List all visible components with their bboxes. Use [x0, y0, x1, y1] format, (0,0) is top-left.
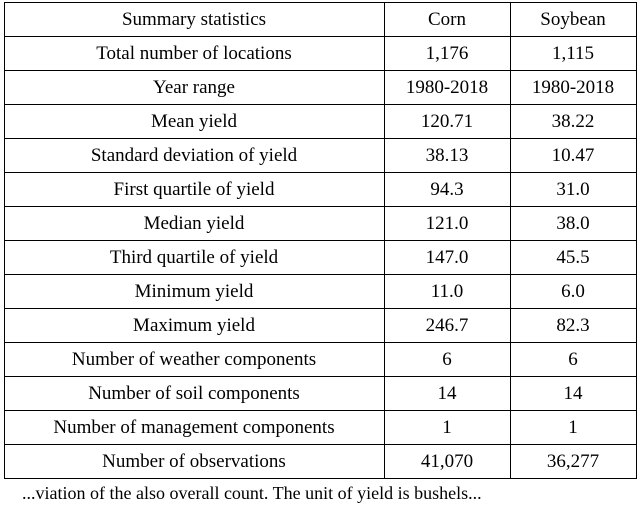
table-row [4, 139, 636, 173]
column-header-summary-statistics: Summary statistics [4, 3, 384, 37]
table-row [4, 411, 636, 445]
row-value-soybean: 6.0 [510, 275, 636, 309]
table-row [4, 37, 636, 71]
row-label: Third quartile of yield [4, 241, 384, 275]
table-row [4, 275, 636, 309]
row-label: Number of observations [4, 445, 384, 479]
row-label: Year range [4, 71, 384, 105]
row-label: Total number of locations [4, 37, 384, 71]
row-value-soybean: 45.5 [510, 241, 636, 275]
row-value-corn: 38.13 [384, 139, 510, 173]
row-value-corn: 1980-2018 [384, 71, 510, 105]
row-value-corn: 147.0 [384, 241, 510, 275]
row-value-soybean: 6 [510, 343, 636, 377]
row-label: Median yield [4, 207, 384, 241]
column-header-corn: Corn [384, 3, 510, 37]
row-value-soybean: 1980-2018 [510, 71, 636, 105]
column-header-soybean: Soybean [510, 3, 636, 37]
table-row [4, 445, 636, 479]
row-value-soybean: 38.0 [510, 207, 636, 241]
row-value-corn: 1 [384, 411, 510, 445]
table-row [4, 377, 636, 411]
row-value-soybean: 10.47 [510, 139, 636, 173]
table-row [4, 207, 636, 241]
row-label: First quartile of yield [4, 173, 384, 207]
table-row [4, 309, 636, 343]
table-header-row [4, 3, 636, 37]
row-label: Number of management components [4, 411, 384, 445]
row-value-corn: 41,070 [384, 445, 510, 479]
row-value-soybean: 38.22 [510, 105, 636, 139]
row-value-corn: 6 [384, 343, 510, 377]
row-value-soybean: 14 [510, 377, 636, 411]
table-caption: ...viation of the also overall count. The unit of yield is bushels... [22, 484, 482, 504]
row-label: Maximum yield [4, 309, 384, 343]
table-row [4, 71, 636, 105]
table-row [4, 105, 636, 139]
row-value-soybean: 82.3 [510, 309, 636, 343]
summary-statistics-table [4, 2, 637, 479]
row-value-corn: 14 [384, 377, 510, 411]
table-row [4, 173, 636, 207]
row-label: Minimum yield [4, 275, 384, 309]
row-value-corn: 120.71 [384, 105, 510, 139]
table-row [4, 241, 636, 275]
row-label: Standard deviation of yield [4, 139, 384, 173]
document-page [0, 2, 640, 506]
row-value-soybean: 1,115 [510, 37, 636, 71]
row-label: Number of soil components [4, 377, 384, 411]
row-value-soybean: 36,277 [510, 445, 636, 479]
row-label: Mean yield [4, 105, 384, 139]
row-value-soybean: 31.0 [510, 173, 636, 207]
row-value-corn: 1,176 [384, 37, 510, 71]
row-label: Number of weather components [4, 343, 384, 377]
row-value-corn: 94.3 [384, 173, 510, 207]
row-value-corn: 246.7 [384, 309, 510, 343]
row-value-soybean: 1 [510, 411, 636, 445]
row-value-corn: 121.0 [384, 207, 510, 241]
table-row [4, 343, 636, 377]
row-value-corn: 11.0 [384, 275, 510, 309]
